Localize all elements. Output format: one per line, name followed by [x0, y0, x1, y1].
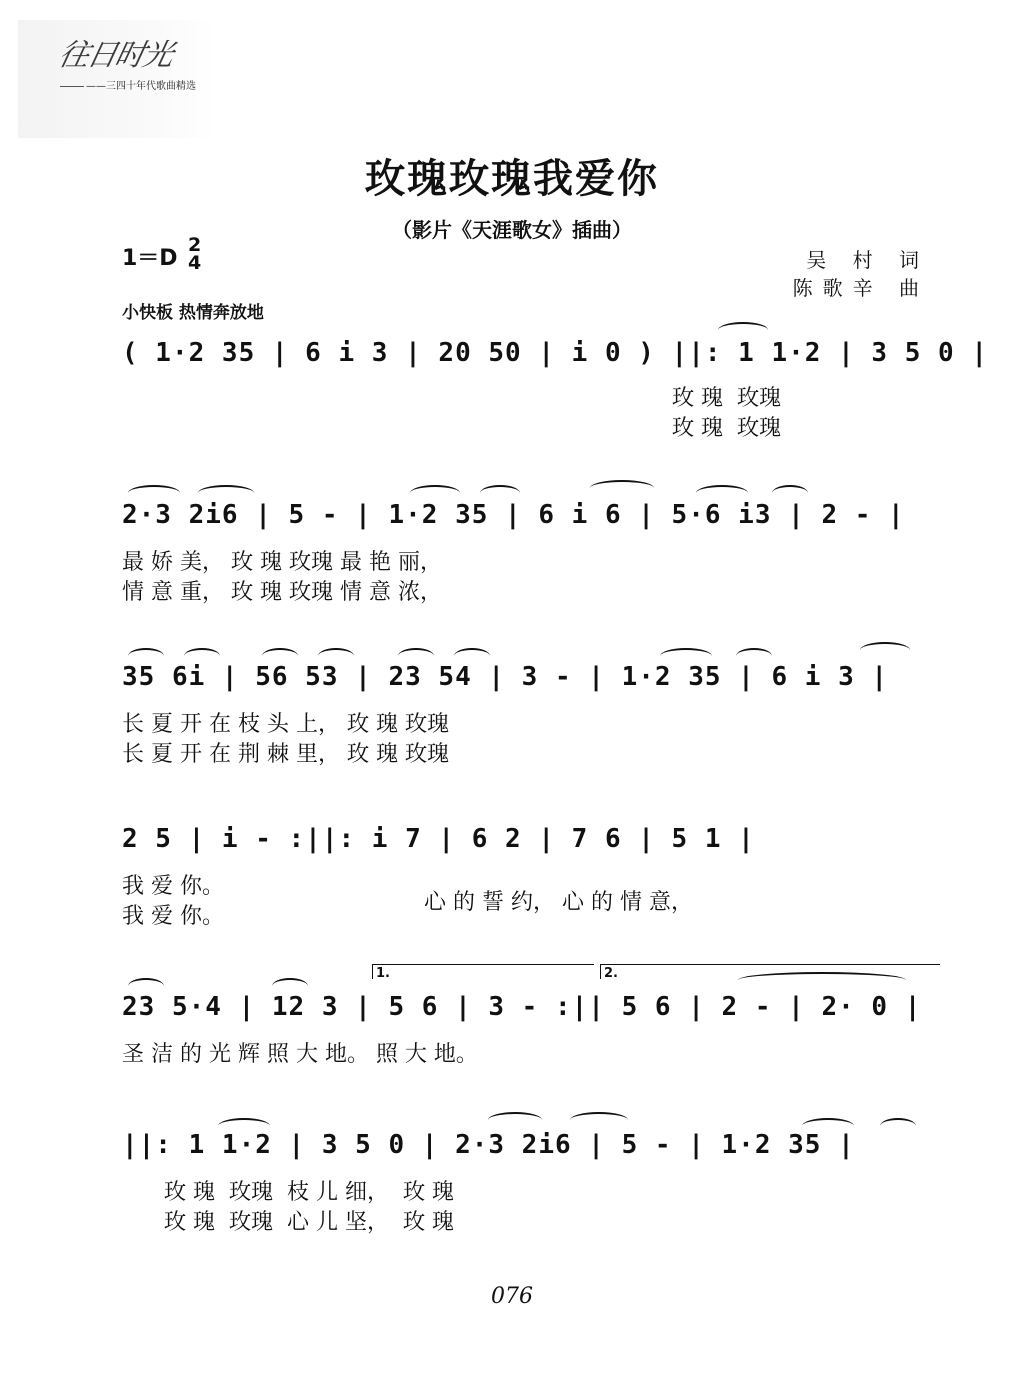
time-signature-top: 2	[188, 234, 202, 256]
notation-row-6: ||: 1 1·2 | 3 5 0 | 2·3 2i6 | 5 - | 1·2 35 |	[122, 1130, 855, 1160]
logo-rule	[60, 86, 84, 87]
tempo-marking: 小快板 热情奔放地	[122, 303, 264, 323]
lyric-row-4-verse-2: 我 爱 你。	[122, 904, 224, 929]
lyric-row-1-verse-1: 玫 瑰 玫瑰	[672, 386, 781, 411]
lyricist-credit: 吴 村 词	[806, 248, 929, 272]
lyric-row-2-verse-2: 情 意 重， 玫 瑰 玫瑰 情 意 浓，	[122, 580, 442, 605]
slur	[590, 480, 654, 496]
slur	[488, 1112, 542, 1128]
slur	[570, 1112, 628, 1128]
page-number: 076	[491, 1284, 533, 1309]
lyric-row-2-verse-1: 最 娇 美， 玫 瑰 玫瑰 最 艳 丽，	[122, 550, 442, 575]
slur	[772, 485, 808, 501]
notation-row-5: 23 5·4 | 12 3 | 5 6 | 3 - :|| 5 6 | 2 - | 2· 0 |	[122, 992, 922, 1022]
logo-subtitle: ——三四十年代歌曲精选	[86, 81, 196, 92]
slur	[718, 322, 768, 338]
lyric-row-1-verse-2: 玫 瑰 玫瑰	[672, 416, 781, 441]
slur	[198, 485, 254, 501]
notation-row-1: ( 1·2 35 | 6 i 3 | 20 50 | i 0 ) ||: 1 1·2 | 3 5 0 |	[122, 338, 988, 368]
notation-row-2: 2·3 2i6 | 5 - | 1·2 35 | 6 i 6 | 5·6 i3 | 2 - |	[122, 500, 905, 530]
lyric-row-4-refrain: 心 的 誓 约， 心 的 情 意，	[424, 890, 693, 915]
lyric-row-4-verse-1: 我 爱 你。	[122, 874, 224, 899]
slur	[696, 485, 748, 501]
volta-second-ending: 2.	[600, 964, 940, 979]
slur	[880, 1118, 916, 1134]
lyric-row-3-verse-2: 长 夏 开 在 荆 棘 里， 玫 瑰 玫瑰	[122, 742, 449, 767]
key-signature: 1＝D	[122, 246, 178, 271]
song-title: 玫瑰玫瑰我爱你	[365, 155, 659, 202]
slur	[480, 485, 520, 501]
time-signature	[188, 236, 201, 272]
lyric-row-3-verse-1: 长 夏 开 在 枝 头 上， 玫 瑰 玫瑰	[122, 712, 449, 737]
song-subtitle: （影片《天涯歌女》插曲）	[392, 218, 632, 242]
slur	[128, 485, 180, 501]
lyric-row-6-verse-1: 玫 瑰 玫瑰 枝 儿 细， 玫 瑰	[164, 1180, 454, 1205]
notation-row-3: 35 6i | 56 53 | 23 54 | 3 - | 1·2 35 | 6 i 3 |	[122, 662, 889, 692]
lyric-row-6-verse-2: 玫 瑰 玫瑰 心 儿 坚， 玫 瑰	[164, 1210, 454, 1235]
lyric-row-5: 圣 洁 的 光 辉 照 大 地。 照 大 地。	[122, 1042, 478, 1067]
slur	[860, 642, 910, 658]
slur	[410, 485, 460, 501]
notation-row-4: 2 5 | i - :||: i 7 | 6 2 | 7 6 | 5 1 |	[122, 824, 755, 854]
logo-mark: 往日时光	[55, 38, 175, 73]
composer-credit: 陈歌辛 曲	[792, 276, 929, 300]
tie	[738, 972, 906, 988]
volta-first-ending: 1.	[372, 964, 594, 979]
time-signature-bottom: 4	[188, 252, 202, 274]
